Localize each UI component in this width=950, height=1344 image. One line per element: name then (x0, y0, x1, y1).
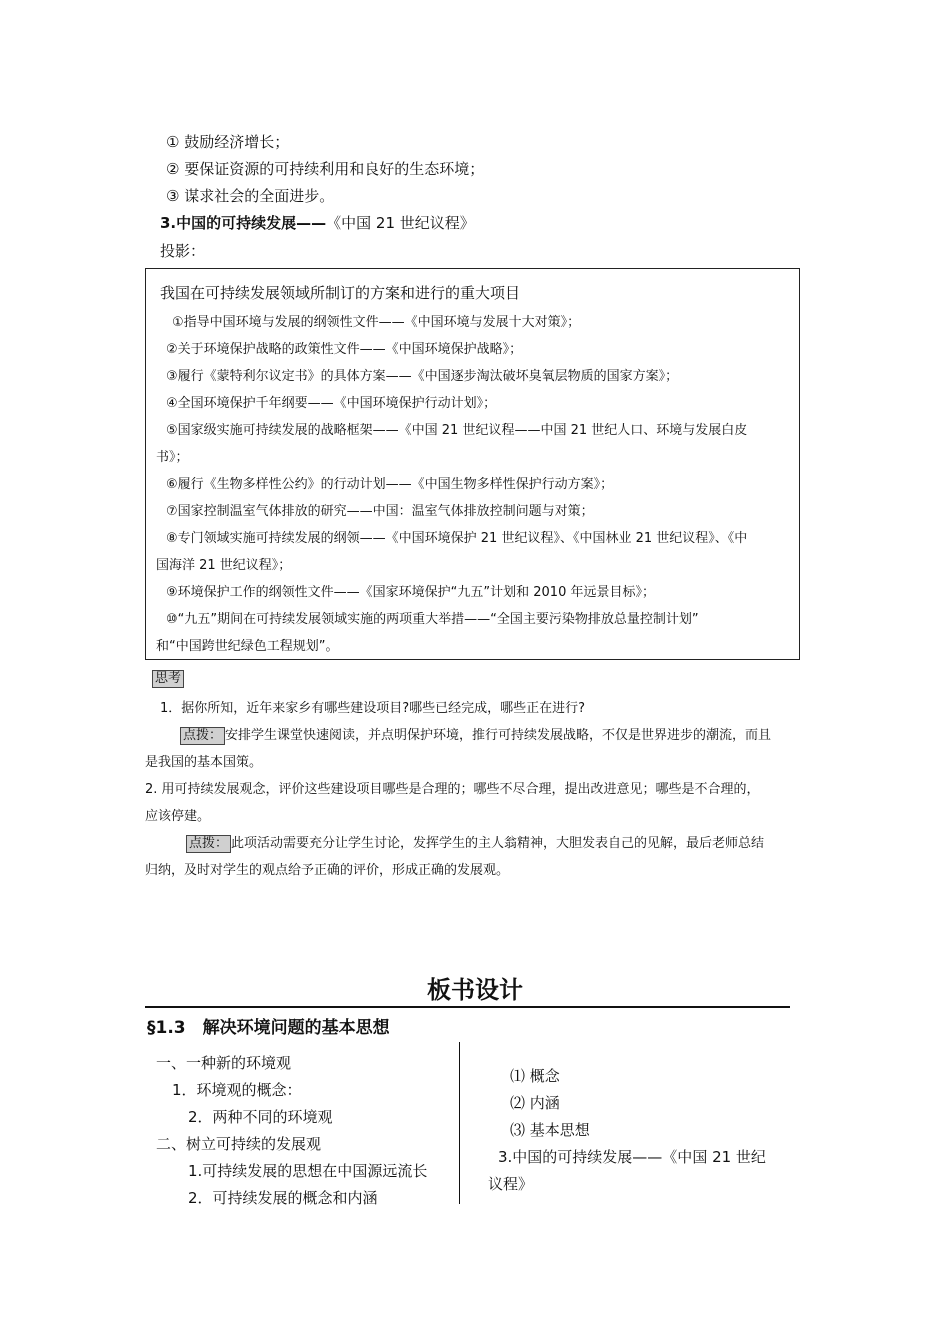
list-item-economic-growth: ① 鼓励经济增长； (166, 133, 290, 151)
box-item-10: ⑩“九五”期间在可持续发展领域实施的两项重大举措——“全国主要污染物排放总量控制计划” (166, 612, 699, 627)
board-left-line-3: 2．两种不同的环境观 (188, 1108, 333, 1126)
box-item-10-cont: 和“中国跨世纪绿色工程规划”。 (156, 639, 339, 654)
board-left-line-6: 2．可持续发展的概念和内涵 (188, 1189, 378, 1207)
board-title-rule (145, 1006, 790, 1008)
board-left-line-5: 1.可持续发展的思想在中国源远流长 (188, 1162, 428, 1180)
box-item-6: ⑥履行《生物多样性公约》的行动计划——《中国生物多样性保护行动方案》； (166, 477, 614, 492)
think-label (152, 670, 184, 688)
board-right-line-5: 议程》 (488, 1175, 534, 1193)
box-item-8: ⑧专门领域实施可持续发展的纲领——《中国环境保护 21 世纪议程》、《中国林业 21 世纪议程》、《中 (166, 531, 748, 546)
box-item-5-cont: 书》； (156, 450, 189, 465)
board-divider (459, 1042, 460, 1204)
board-left-line-4: 二、树立可持续的发展观 (156, 1135, 322, 1153)
board-right-line-4: 3.中国的可持续发展——《中国 21 世纪 (498, 1148, 766, 1166)
hint-tag: 点拨： (186, 835, 231, 853)
box-item-3: ③履行《蒙特利尔议定书》的具体方案——《中国逐步淘汰破坏臭氧层物质的国家方案》； (166, 369, 679, 384)
box-item-1: ①指导中国环境与发展的纲领性文件——《中国环境与发展十大对策》； (172, 315, 581, 330)
section-heading-china (160, 212, 475, 233)
hint-tag: 点拨： (180, 727, 225, 745)
hint-1-text: 安排学生课堂快速阅读，并点明保护环境，推行可持续发展战略，不仅是世界进步的潮流，而且 (225, 728, 772, 743)
board-left-line-1: 一、一种新的环境观 (156, 1054, 292, 1072)
question-2: 2. 用可持续发展观念，评价这些建设项目哪些是合理的；哪些不尽合理，提出改进意见；哪些是不合理的， (145, 782, 760, 797)
hint-1-cont: 是我国的基本国策。 (145, 755, 263, 770)
list-item-resources: ② 要保证资源的可持续利用和良好的生态环境； (166, 160, 485, 178)
board-right-line-1: ⑴ 概念 (510, 1067, 560, 1085)
box-title: 我国在可持续发展领域所制订的方案和进行的重大项目 (160, 284, 521, 302)
box-item-2: ②关于环境保护战略的政策性文件——《中国环境保护战略》； (166, 342, 523, 357)
section-heading-agenda: 《中国 21 世纪议程》 (326, 214, 475, 232)
hint-2-text: 此项活动需要充分让学生讨论，发挥学生的主人翁精神，大胆发表自己的见解，最后老师总结 (231, 836, 765, 851)
board-left-line-2: 1．环境观的概念： (172, 1081, 302, 1099)
list-item-social-progress: ③ 谋求社会的全面进步。 (166, 187, 335, 205)
box-item-8-cont: 国海洋 21 世纪议程》； (156, 558, 292, 573)
box-item-9: ⑨环境保护工作的纲领性文件——《国家环境保护“九五”计划和 2010 年远景目标》； (166, 585, 655, 600)
board-section-title: §1.3 解决环境问题的基本思想 (147, 1018, 390, 1038)
question-1: 1．据你所知，近年来家乡有哪些建设项目?哪些已经完成，哪些正在进行? (160, 701, 586, 716)
box-item-4: ④全国环境保护千年纲要——《中国环境保护行动计划》； (166, 396, 497, 411)
board-right-line-2: ⑵ 内涵 (510, 1094, 560, 1112)
board-title: 板书设计 (427, 975, 523, 1004)
board-right-line-3: ⑶ 基本思想 (510, 1121, 590, 1139)
question-2-cont: 应该停建。 (145, 809, 211, 824)
hint-1 (180, 724, 771, 745)
section-heading-bold: 3.中国的可持续发展—— (160, 214, 327, 232)
hint-2-cont: 归纳，及时对学生的观点给予正确的评价，形成正确的发展观。 (145, 863, 510, 878)
hint-2 (186, 832, 764, 853)
box-item-5: ⑤国家级实施可持续发展的战略框架——《中国 21 世纪议程——中国 21 世纪人口、环境与发展白皮 (166, 423, 748, 438)
think-tag: 思考 (152, 670, 184, 688)
box-item-7: ⑦国家控制温室气体排放的研究——中国：温室气体排放控制问题与对策； (166, 504, 594, 519)
projection-label: 投影： (160, 242, 206, 260)
